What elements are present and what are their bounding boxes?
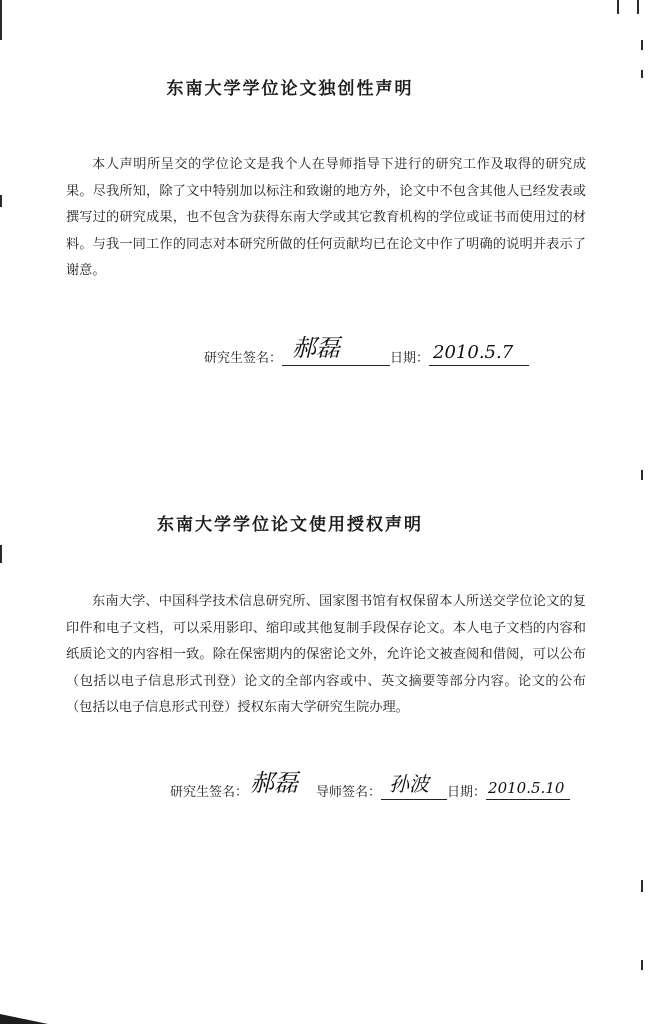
scan-artifact — [0, 0, 2, 40]
declaration-title: 东南大学学位论文独创性声明 — [166, 79, 414, 99]
student-signature-label: 研究生签名： — [170, 785, 249, 800]
date-field — [429, 338, 529, 366]
authorization-paragraph: 东南大学、中国科学技术信息研究所、国家图书馆有权保留本人所送交学位论文的复印件和电子文档，可以采用影印、缩印或其他复制手段保存论文。本人电子文档的内容和纸质论文的内容相一致。除在保密期内的保密论文外，允许论文被查阅和借阅，可以公布（包括以电子信息形式刊登）论文的全部内容或中、英文摘要等部分内容。论文的公布（包括以电子信息形式刊登）授权东南大学研究生院办理。 — [66, 594, 586, 715]
advisor-signature-label: 导师签名： — [316, 785, 382, 800]
scan-artifact — [641, 880, 643, 892]
authorization-signature-line — [170, 769, 570, 800]
student-signature-label: 研究生签名： — [204, 351, 283, 366]
date-label: 日期： — [447, 785, 487, 800]
scan-artifact — [617, 0, 619, 14]
advisor-signature: 孙波 — [389, 772, 430, 796]
scan-artifact — [0, 545, 2, 563]
date-value: 2010.5.10 — [488, 779, 565, 797]
scan-artifact — [0, 1014, 48, 1024]
scan-artifact — [641, 470, 643, 480]
scan-artifact — [0, 195, 2, 207]
date-value: 2010.5.7 — [433, 342, 514, 363]
student-signature: 郝磊 — [250, 769, 299, 797]
student-signature-field — [248, 769, 316, 800]
advisor-signature-field — [381, 772, 447, 800]
date-label: 日期： — [390, 351, 430, 366]
student-signature-field — [282, 334, 390, 366]
declaration-signature-line — [204, 334, 529, 366]
scan-artifact — [641, 960, 643, 970]
date-field — [486, 772, 570, 800]
scan-artifact — [641, 40, 643, 50]
scan-artifact — [641, 70, 643, 78]
student-signature: 郝磊 — [292, 334, 341, 362]
authorization-title: 东南大学学位论文使用授权声明 — [157, 515, 423, 535]
scan-artifact — [637, 0, 639, 14]
declaration-paragraph: 本人声明所呈交的学位论文是我个人在导师指导下进行的研究工作及取得的研究成果。尽我所知，除了文中特别加以标注和致谢的地方外，论文中不包含其他人已经发表或撰写过的研究成果，也不包含为获得东南大学或其它教育机构的学位或证书而使用过的材料。与我一同工作的同志对本研究所做的任何贡献均已在论文中作了明确的说明并表示了谢意。 — [66, 157, 586, 278]
